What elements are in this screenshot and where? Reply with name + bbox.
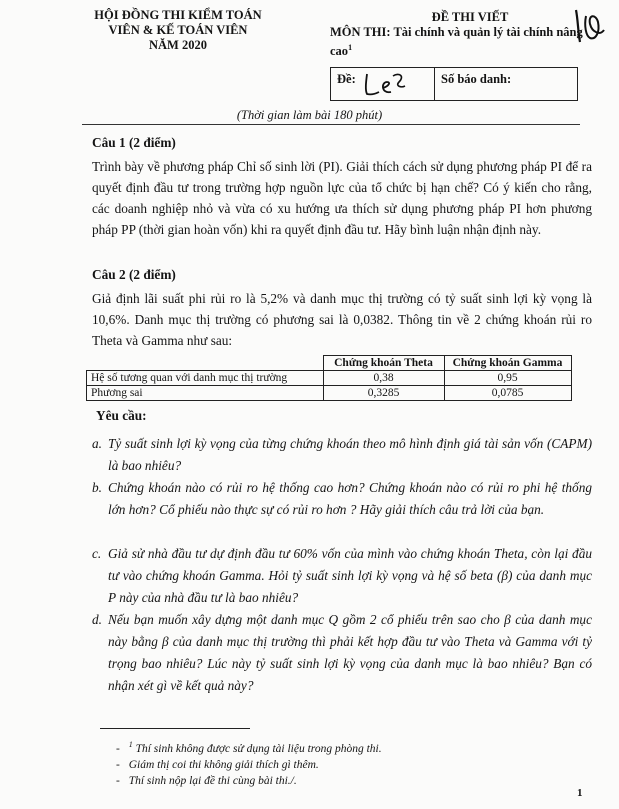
question-1-title: Câu 1 (2 điểm) xyxy=(92,135,176,150)
exam-subject xyxy=(330,25,590,59)
list-item xyxy=(92,543,592,609)
table-header-cell: Chứng khoán Gamma xyxy=(444,356,571,371)
footnote-number: 1 xyxy=(128,740,133,749)
table-header-row xyxy=(87,356,572,371)
subject-label: MÔN THI: xyxy=(330,25,391,39)
time-note: (Thời gian làm bài 180 phút) xyxy=(236,108,383,122)
table-cell: Phương sai xyxy=(87,386,324,401)
list-item xyxy=(92,609,592,697)
item-text: Chứng khoán nào có rủi ro hệ thống cao hơn? Chứng khoán nào có rủi ro phi hệ thống lớn hơn? Cổ phiếu nào thực sự có rủi ro hơn ? Hãy giải thích câu trả lời của bạn. xyxy=(108,480,592,517)
table-header-cell xyxy=(87,356,324,371)
handwritten-mark-icon xyxy=(570,6,610,46)
footnote-marker: - xyxy=(116,774,120,787)
list-item xyxy=(92,477,592,543)
requirements-list xyxy=(92,433,592,697)
item-text: Nếu bạn muốn xây dựng một danh mục Q gồm 2 cổ phiếu trên sao cho β của danh mục này bằng β của danh mục thị trường thì phải kết hợp đầu tư vào Theta và Gamma với tỷ trọng bao nhiêu? Lúc này tỷ suất sinh lợi kỳ vọng của danh mục là bao nhiêu? Bạn có nhận xét gì về kết quả này? xyxy=(108,612,592,693)
exam-version-label: Đề: xyxy=(337,72,356,86)
list-item xyxy=(92,433,592,477)
council-line-2: VIÊN & KẾ TOÁN VIÊN xyxy=(108,23,248,37)
footnote-text: Thí sinh nộp lại đề thi cùng bài thi./. xyxy=(128,774,297,787)
page-number: 1 xyxy=(577,787,583,799)
candidate-number-label: Số báo danh: xyxy=(441,72,512,86)
question-1-text: Trình bày về phương pháp Chỉ số sinh lời (PI). Giải thích cách sử dụng phương pháp PI để ra quyết định đầu tư trong trường hợp nguồn lực của tổ chức bị hạn chế? Có ý kiến cho rằng, các doanh nghiệp nhỏ và vừa có xu hướng ưa thích sử dụng phương pháp PI hơn phương pháp PP (thời gian hoàn vốn) khi ra quyết định đầu tư. Hãy bình luận nhận định này. xyxy=(92,159,592,237)
item-marker: d. xyxy=(92,612,102,627)
subject-footnote-mark: 1 xyxy=(348,43,353,52)
table-cell: Hệ số tương quan với danh mục thị trường xyxy=(87,371,324,386)
table-header-cell: Chứng khoán Theta xyxy=(323,356,444,371)
question-2 xyxy=(92,264,592,351)
footnote-item xyxy=(116,737,536,757)
header-divider xyxy=(82,124,580,125)
footnote-text: Giám thị coi thi không giải thích gì thêm. xyxy=(128,758,319,771)
candidate-id-box xyxy=(330,67,578,101)
council-line-1: HỘI ĐỒNG THI KIỂM TOÁN xyxy=(94,8,262,22)
footnote-divider xyxy=(100,728,250,729)
table-cell: 0,38 xyxy=(323,371,444,386)
question-2-text: Giả định lãi suất phi rủi ro là 5,2% và danh mục thị trường có tỷ suất sinh lợi kỳ vọng là 10,6%. Danh mục thị trường có phương sai là 0,0382. Thông tin về 2 chứng khoán rủi ro Theta và Gamma như sau: xyxy=(92,291,592,348)
footnote-text: Thí sinh không được sử dụng tài liệu trong phòng thi. xyxy=(135,742,382,755)
footnote-marker: - xyxy=(116,742,120,755)
footnote-item xyxy=(116,773,536,789)
item-text: Tỷ suất sinh lợi kỳ vọng của từng chứng khoán theo mô hình định giá tài sản vốn (CAPM) là bao nhiêu? xyxy=(108,436,592,473)
item-marker: a. xyxy=(92,436,102,451)
item-text: Giả sử nhà đầu tư dự định đầu tư 60% vốn của mình vào chứng khoán Theta, còn lại đầu tư vào chứng khoán Gamma. Hỏi tỷ suất sinh lợi kỳ vọng và hệ số beta (β) của danh mục P này của nhà đầu tư là bao nhiêu? xyxy=(108,546,592,605)
table-cell: 0,0785 xyxy=(444,386,571,401)
securities-table xyxy=(86,355,572,401)
item-marker: b. xyxy=(92,480,102,495)
table-row xyxy=(87,386,572,401)
table-row xyxy=(87,371,572,386)
requirements-title: Yêu cầu: xyxy=(96,408,147,423)
footnote-marker: - xyxy=(116,758,120,771)
item-marker: c. xyxy=(92,546,102,561)
exam-header xyxy=(330,10,590,59)
table-cell: 0,95 xyxy=(444,371,571,386)
footnote-item xyxy=(116,757,536,773)
council-header xyxy=(78,8,278,53)
subject-name: Tài chính và quản lý tài chính nâng cao xyxy=(330,25,583,59)
council-line-3: NĂM 2020 xyxy=(149,38,207,52)
table-cell: 0,3285 xyxy=(323,386,444,401)
question-2-title: Câu 2 (2 điểm) xyxy=(92,267,176,282)
exam-title: ĐỀ THI VIẾT xyxy=(431,10,509,24)
footnotes xyxy=(116,737,536,789)
question-1 xyxy=(92,132,592,240)
handwritten-version-icon xyxy=(361,70,411,98)
